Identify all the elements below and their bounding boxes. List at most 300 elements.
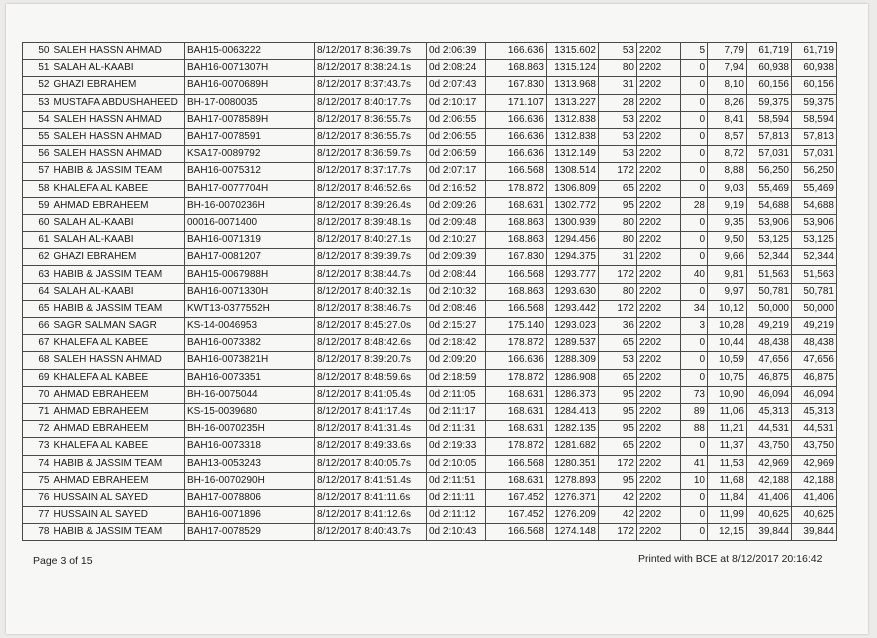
- entries-cell: 172: [599, 163, 637, 180]
- section-cell: 2202: [637, 507, 681, 524]
- rank-cell: 54: [23, 111, 52, 128]
- ring-number-cell: BAH16-0071319: [185, 232, 315, 249]
- name-cell: MUSTAFA ABDUSHAHEED: [52, 94, 185, 111]
- arrival-time-cell: 8/12/2017 8:37:17.7s: [315, 163, 427, 180]
- extra-cell: 0: [681, 369, 708, 386]
- rank-cell: 71: [23, 403, 52, 420]
- speed-cell: 1313.968: [547, 77, 599, 94]
- extra-cell: 0: [681, 232, 708, 249]
- name-cell: AHMAD EBRAHEEM: [52, 421, 185, 438]
- entries-cell: 53: [599, 43, 637, 60]
- table-row: [23, 472, 837, 489]
- ring-number-cell: BAH16-0071896: [185, 507, 315, 524]
- points-cell: 46,875: [747, 369, 792, 386]
- entries-cell: 172: [599, 455, 637, 472]
- name-cell: HABIB & JASSIM TEAM: [52, 266, 185, 283]
- speed-cell: 1293.630: [547, 283, 599, 300]
- extra-cell: 28: [681, 197, 708, 214]
- percent-cell: 11,21: [708, 421, 747, 438]
- rank-cell: 66: [23, 318, 52, 335]
- table-row: [23, 335, 837, 352]
- total-points-cell: 42,969: [792, 455, 837, 472]
- extra-cell: 0: [681, 146, 708, 163]
- distance-cell: 168.863: [486, 60, 547, 77]
- speed-cell: 1313.227: [547, 94, 599, 111]
- name-cell: HABIB & JASSIM TEAM: [52, 455, 185, 472]
- section-cell: 2202: [637, 352, 681, 369]
- name-cell: SALAH AL-KAABI: [52, 214, 185, 231]
- flight-time-cell: 0d 2:06:39: [427, 43, 486, 60]
- ring-number-cell: BAH17-0077704H: [185, 180, 315, 197]
- total-points-cell: 42,188: [792, 472, 837, 489]
- ring-number-cell: KS-14-0046953: [185, 318, 315, 335]
- section-cell: 2202: [637, 403, 681, 420]
- ring-number-cell: BAH15-0067988H: [185, 266, 315, 283]
- entries-cell: 172: [599, 524, 637, 541]
- rank-cell: 61: [23, 232, 52, 249]
- name-cell: GHAZI EBRAHEM: [52, 77, 185, 94]
- rank-cell: 59: [23, 197, 52, 214]
- total-points-cell: 51,563: [792, 266, 837, 283]
- table-row: [23, 266, 837, 283]
- total-points-cell: 41,406: [792, 489, 837, 506]
- table-row: [23, 369, 837, 386]
- speed-cell: 1286.908: [547, 369, 599, 386]
- speed-cell: 1276.209: [547, 507, 599, 524]
- extra-cell: 0: [681, 507, 708, 524]
- total-points-cell: 44,531: [792, 421, 837, 438]
- speed-cell: 1308.514: [547, 163, 599, 180]
- name-cell: KHALEFA AL KABEE: [52, 335, 185, 352]
- rank-cell: 69: [23, 369, 52, 386]
- flight-time-cell: 0d 2:06:55: [427, 111, 486, 128]
- speed-cell: 1294.456: [547, 232, 599, 249]
- rank-cell: 75: [23, 472, 52, 489]
- flight-time-cell: 0d 2:11:51: [427, 472, 486, 489]
- ring-number-cell: BAH16-0071307H: [185, 60, 315, 77]
- extra-cell: 0: [681, 524, 708, 541]
- arrival-time-cell: 8/12/2017 8:49:33.6s: [315, 438, 427, 455]
- table-row: [23, 249, 837, 266]
- entries-cell: 42: [599, 507, 637, 524]
- section-cell: 2202: [637, 197, 681, 214]
- arrival-time-cell: 8/12/2017 8:36:59.7s: [315, 146, 427, 163]
- ring-number-cell: BAH16-0073318: [185, 438, 315, 455]
- distance-cell: 178.872: [486, 335, 547, 352]
- distance-cell: 168.631: [486, 403, 547, 420]
- percent-cell: 8,88: [708, 163, 747, 180]
- entries-cell: 36: [599, 318, 637, 335]
- table-row: [23, 524, 837, 541]
- percent-cell: 8,10: [708, 77, 747, 94]
- section-cell: 2202: [637, 369, 681, 386]
- percent-cell: 11,68: [708, 472, 747, 489]
- percent-cell: 11,99: [708, 507, 747, 524]
- rank-cell: 64: [23, 283, 52, 300]
- extra-cell: 41: [681, 455, 708, 472]
- ring-number-cell: BAH16-0070689H: [185, 77, 315, 94]
- table-row: [23, 300, 837, 317]
- arrival-time-cell: 8/12/2017 8:41:05.4s: [315, 386, 427, 403]
- total-points-cell: 53,125: [792, 232, 837, 249]
- flight-time-cell: 0d 2:11:11: [427, 489, 486, 506]
- ring-number-cell: BAH16-0071330H: [185, 283, 315, 300]
- section-cell: 2202: [637, 524, 681, 541]
- flight-time-cell: 0d 2:08:24: [427, 60, 486, 77]
- extra-cell: 0: [681, 335, 708, 352]
- distance-cell: 166.568: [486, 163, 547, 180]
- total-points-cell: 52,344: [792, 249, 837, 266]
- name-cell: KHALEFA AL KABEE: [52, 438, 185, 455]
- entries-cell: 42: [599, 489, 637, 506]
- rank-cell: 76: [23, 489, 52, 506]
- extra-cell: 89: [681, 403, 708, 420]
- flight-time-cell: 0d 2:11:17: [427, 403, 486, 420]
- results-table: [22, 42, 837, 541]
- arrival-time-cell: 8/12/2017 8:38:44.7s: [315, 266, 427, 283]
- rank-cell: 73: [23, 438, 52, 455]
- points-cell: 42,969: [747, 455, 792, 472]
- print-info: Printed with BCE at 8/12/2017 20:16:42: [638, 553, 823, 565]
- speed-cell: 1302.772: [547, 197, 599, 214]
- flight-time-cell: 0d 2:11:05: [427, 386, 486, 403]
- percent-cell: 10,44: [708, 335, 747, 352]
- speed-cell: 1278.893: [547, 472, 599, 489]
- ring-number-cell: BH-16-0075044: [185, 386, 315, 403]
- ring-number-cell: 00016-0071400: [185, 214, 315, 231]
- table-row: [23, 146, 837, 163]
- points-cell: 60,156: [747, 77, 792, 94]
- total-points-cell: 39,844: [792, 524, 837, 541]
- percent-cell: 8,57: [708, 128, 747, 145]
- rank-cell: 51: [23, 60, 52, 77]
- rank-cell: 77: [23, 507, 52, 524]
- points-cell: 53,125: [747, 232, 792, 249]
- ring-number-cell: BAH17-0078529: [185, 524, 315, 541]
- rank-cell: 50: [23, 43, 52, 60]
- flight-time-cell: 0d 2:06:55: [427, 128, 486, 145]
- speed-cell: 1293.023: [547, 318, 599, 335]
- total-points-cell: 57,813: [792, 128, 837, 145]
- points-cell: 43,750: [747, 438, 792, 455]
- speed-cell: 1281.682: [547, 438, 599, 455]
- percent-cell: 9,81: [708, 266, 747, 283]
- distance-cell: 168.631: [486, 472, 547, 489]
- entries-cell: 53: [599, 352, 637, 369]
- flight-time-cell: 0d 2:11:31: [427, 421, 486, 438]
- extra-cell: 0: [681, 111, 708, 128]
- section-cell: 2202: [637, 421, 681, 438]
- distance-cell: 178.872: [486, 438, 547, 455]
- name-cell: AHMAD EBRAHEEM: [52, 403, 185, 420]
- flight-time-cell: 0d 2:18:59: [427, 369, 486, 386]
- extra-cell: 0: [681, 283, 708, 300]
- section-cell: 2202: [637, 163, 681, 180]
- section-cell: 2202: [637, 386, 681, 403]
- name-cell: KHALEFA AL KABEE: [52, 180, 185, 197]
- entries-cell: 80: [599, 283, 637, 300]
- percent-cell: 10,28: [708, 318, 747, 335]
- distance-cell: 166.568: [486, 300, 547, 317]
- rank-cell: 58: [23, 180, 52, 197]
- arrival-time-cell: 8/12/2017 8:41:11.6s: [315, 489, 427, 506]
- arrival-time-cell: 8/12/2017 8:37:43.7s: [315, 77, 427, 94]
- table-row: [23, 128, 837, 145]
- entries-cell: 65: [599, 438, 637, 455]
- distance-cell: 178.872: [486, 369, 547, 386]
- results-table-body: [23, 43, 837, 541]
- table-row: [23, 77, 837, 94]
- section-cell: 2202: [637, 60, 681, 77]
- section-cell: 2202: [637, 472, 681, 489]
- ring-number-cell: BAH16-0073382: [185, 335, 315, 352]
- section-cell: 2202: [637, 283, 681, 300]
- percent-cell: 10,59: [708, 352, 747, 369]
- distance-cell: 166.568: [486, 524, 547, 541]
- speed-cell: 1284.413: [547, 403, 599, 420]
- name-cell: AHMAD EBRAHEEM: [52, 472, 185, 489]
- percent-cell: 9,97: [708, 283, 747, 300]
- points-cell: 54,688: [747, 197, 792, 214]
- total-points-cell: 54,688: [792, 197, 837, 214]
- name-cell: GHAZI EBRAHEM: [52, 249, 185, 266]
- extra-cell: 40: [681, 266, 708, 283]
- distance-cell: 167.830: [486, 249, 547, 266]
- entries-cell: 65: [599, 335, 637, 352]
- extra-cell: 0: [681, 438, 708, 455]
- section-cell: 2202: [637, 43, 681, 60]
- percent-cell: 11,37: [708, 438, 747, 455]
- extra-cell: 0: [681, 352, 708, 369]
- arrival-time-cell: 8/12/2017 8:46:52.6s: [315, 180, 427, 197]
- name-cell: SALAH AL-KAABI: [52, 232, 185, 249]
- ring-number-cell: BH-17-0080035: [185, 94, 315, 111]
- table-row: [23, 455, 837, 472]
- distance-cell: 167.452: [486, 489, 547, 506]
- total-points-cell: 50,000: [792, 300, 837, 317]
- extra-cell: 73: [681, 386, 708, 403]
- rank-cell: 56: [23, 146, 52, 163]
- ring-number-cell: BAH16-0075312: [185, 163, 315, 180]
- name-cell: HUSSAIN AL SAYED: [52, 507, 185, 524]
- name-cell: SALEH HASSN AHMAD: [52, 352, 185, 369]
- extra-cell: 0: [681, 249, 708, 266]
- total-points-cell: 46,875: [792, 369, 837, 386]
- distance-cell: 168.863: [486, 283, 547, 300]
- ring-number-cell: BAH13-0053243: [185, 455, 315, 472]
- section-cell: 2202: [637, 266, 681, 283]
- flight-time-cell: 0d 2:10:43: [427, 524, 486, 541]
- section-cell: 2202: [637, 128, 681, 145]
- speed-cell: 1312.838: [547, 128, 599, 145]
- entries-cell: 65: [599, 180, 637, 197]
- name-cell: HABIB & JASSIM TEAM: [52, 524, 185, 541]
- entries-cell: 53: [599, 128, 637, 145]
- flight-time-cell: 0d 2:08:46: [427, 300, 486, 317]
- ring-number-cell: BH-16-0070236H: [185, 197, 315, 214]
- arrival-time-cell: 8/12/2017 8:40:32.1s: [315, 283, 427, 300]
- entries-cell: 95: [599, 403, 637, 420]
- points-cell: 58,594: [747, 111, 792, 128]
- section-cell: 2202: [637, 300, 681, 317]
- arrival-time-cell: 8/12/2017 8:38:46.7s: [315, 300, 427, 317]
- arrival-time-cell: 8/12/2017 8:40:05.7s: [315, 455, 427, 472]
- table-row: [23, 94, 837, 111]
- percent-cell: 11,84: [708, 489, 747, 506]
- distance-cell: 166.568: [486, 455, 547, 472]
- name-cell: SAGR SALMAN SAGR: [52, 318, 185, 335]
- distance-cell: 166.636: [486, 111, 547, 128]
- flight-time-cell: 0d 2:07:43: [427, 77, 486, 94]
- percent-cell: 9,35: [708, 214, 747, 231]
- name-cell: HABIB & JASSIM TEAM: [52, 300, 185, 317]
- flight-time-cell: 0d 2:11:12: [427, 507, 486, 524]
- ring-number-cell: BAH15-0063222: [185, 43, 315, 60]
- table-row: [23, 421, 837, 438]
- arrival-time-cell: 8/12/2017 8:45:27.0s: [315, 318, 427, 335]
- arrival-time-cell: 8/12/2017 8:40:43.7s: [315, 524, 427, 541]
- arrival-time-cell: 8/12/2017 8:41:31.4s: [315, 421, 427, 438]
- entries-cell: 172: [599, 300, 637, 317]
- rank-cell: 55: [23, 128, 52, 145]
- arrival-time-cell: 8/12/2017 8:39:26.4s: [315, 197, 427, 214]
- extra-cell: 0: [681, 180, 708, 197]
- points-cell: 50,000: [747, 300, 792, 317]
- table-row: [23, 403, 837, 420]
- percent-cell: 11,06: [708, 403, 747, 420]
- flight-time-cell: 0d 2:10:27: [427, 232, 486, 249]
- points-cell: 49,219: [747, 318, 792, 335]
- extra-cell: 0: [681, 77, 708, 94]
- points-cell: 50,781: [747, 283, 792, 300]
- table-row: [23, 507, 837, 524]
- ring-number-cell: BAH17-0078591: [185, 128, 315, 145]
- points-cell: 47,656: [747, 352, 792, 369]
- rank-cell: 52: [23, 77, 52, 94]
- name-cell: AHMAD EBRAHEEM: [52, 386, 185, 403]
- entries-cell: 31: [599, 77, 637, 94]
- speed-cell: 1288.309: [547, 352, 599, 369]
- distance-cell: 166.636: [486, 43, 547, 60]
- rank-cell: 62: [23, 249, 52, 266]
- points-cell: 59,375: [747, 94, 792, 111]
- arrival-time-cell: 8/12/2017 8:36:55.7s: [315, 111, 427, 128]
- rank-cell: 67: [23, 335, 52, 352]
- total-points-cell: 60,938: [792, 60, 837, 77]
- flight-time-cell: 0d 2:16:52: [427, 180, 486, 197]
- distance-cell: 168.631: [486, 421, 547, 438]
- table-row: [23, 197, 837, 214]
- arrival-time-cell: 8/12/2017 8:39:48.1s: [315, 214, 427, 231]
- table-row: [23, 111, 837, 128]
- flight-time-cell: 0d 2:06:59: [427, 146, 486, 163]
- ring-number-cell: BAH17-0078806: [185, 489, 315, 506]
- distance-cell: 168.631: [486, 197, 547, 214]
- name-cell: KHALEFA AL KABEE: [52, 369, 185, 386]
- distance-cell: 175.140: [486, 318, 547, 335]
- total-points-cell: 40,625: [792, 507, 837, 524]
- table-row: [23, 283, 837, 300]
- points-cell: 52,344: [747, 249, 792, 266]
- section-cell: 2202: [637, 77, 681, 94]
- arrival-time-cell: 8/12/2017 8:39:20.7s: [315, 352, 427, 369]
- total-points-cell: 47,656: [792, 352, 837, 369]
- percent-cell: 9,03: [708, 180, 747, 197]
- flight-time-cell: 0d 2:18:42: [427, 335, 486, 352]
- page-number: Page 3 of 15: [33, 555, 93, 567]
- speed-cell: 1294.375: [547, 249, 599, 266]
- points-cell: 61,719: [747, 43, 792, 60]
- entries-cell: 95: [599, 386, 637, 403]
- table-row: [23, 438, 837, 455]
- distance-cell: 168.631: [486, 386, 547, 403]
- rank-cell: 57: [23, 163, 52, 180]
- entries-cell: 53: [599, 146, 637, 163]
- flight-time-cell: 0d 2:09:48: [427, 214, 486, 231]
- total-points-cell: 53,906: [792, 214, 837, 231]
- extra-cell: 10: [681, 472, 708, 489]
- distance-cell: 167.452: [486, 507, 547, 524]
- section-cell: 2202: [637, 180, 681, 197]
- distance-cell: 167.830: [486, 77, 547, 94]
- points-cell: 55,469: [747, 180, 792, 197]
- total-points-cell: 43,750: [792, 438, 837, 455]
- entries-cell: 31: [599, 249, 637, 266]
- document-page: [6, 4, 868, 634]
- total-points-cell: 59,375: [792, 94, 837, 111]
- distance-cell: 168.863: [486, 214, 547, 231]
- speed-cell: 1315.124: [547, 60, 599, 77]
- table-row: [23, 232, 837, 249]
- speed-cell: 1293.777: [547, 266, 599, 283]
- arrival-time-cell: 8/12/2017 8:48:59.6s: [315, 369, 427, 386]
- total-points-cell: 48,438: [792, 335, 837, 352]
- rank-cell: 74: [23, 455, 52, 472]
- entries-cell: 65: [599, 369, 637, 386]
- entries-cell: 80: [599, 214, 637, 231]
- percent-cell: 7,79: [708, 43, 747, 60]
- table-row: [23, 180, 837, 197]
- entries-cell: 95: [599, 197, 637, 214]
- name-cell: HUSSAIN AL SAYED: [52, 489, 185, 506]
- ring-number-cell: KWT13-0377552H: [185, 300, 315, 317]
- extra-cell: 0: [681, 94, 708, 111]
- extra-cell: 88: [681, 421, 708, 438]
- flight-time-cell: 0d 2:10:17: [427, 94, 486, 111]
- name-cell: SALEH HASSN AHMAD: [52, 146, 185, 163]
- rank-cell: 60: [23, 214, 52, 231]
- arrival-time-cell: 8/12/2017 8:40:27.1s: [315, 232, 427, 249]
- flight-time-cell: 0d 2:09:20: [427, 352, 486, 369]
- distance-cell: 166.636: [486, 128, 547, 145]
- name-cell: HABIB & JASSIM TEAM: [52, 163, 185, 180]
- section-cell: 2202: [637, 335, 681, 352]
- rank-cell: 65: [23, 300, 52, 317]
- extra-cell: 0: [681, 128, 708, 145]
- extra-cell: 3: [681, 318, 708, 335]
- extra-cell: 0: [681, 60, 708, 77]
- speed-cell: 1286.373: [547, 386, 599, 403]
- name-cell: SALEH HASSN AHMAD: [52, 111, 185, 128]
- points-cell: 53,906: [747, 214, 792, 231]
- percent-cell: 8,41: [708, 111, 747, 128]
- total-points-cell: 58,594: [792, 111, 837, 128]
- total-points-cell: 57,031: [792, 146, 837, 163]
- table-row: [23, 214, 837, 231]
- extra-cell: 5: [681, 43, 708, 60]
- percent-cell: 11,53: [708, 455, 747, 472]
- name-cell: AHMAD EBRAHEEM: [52, 197, 185, 214]
